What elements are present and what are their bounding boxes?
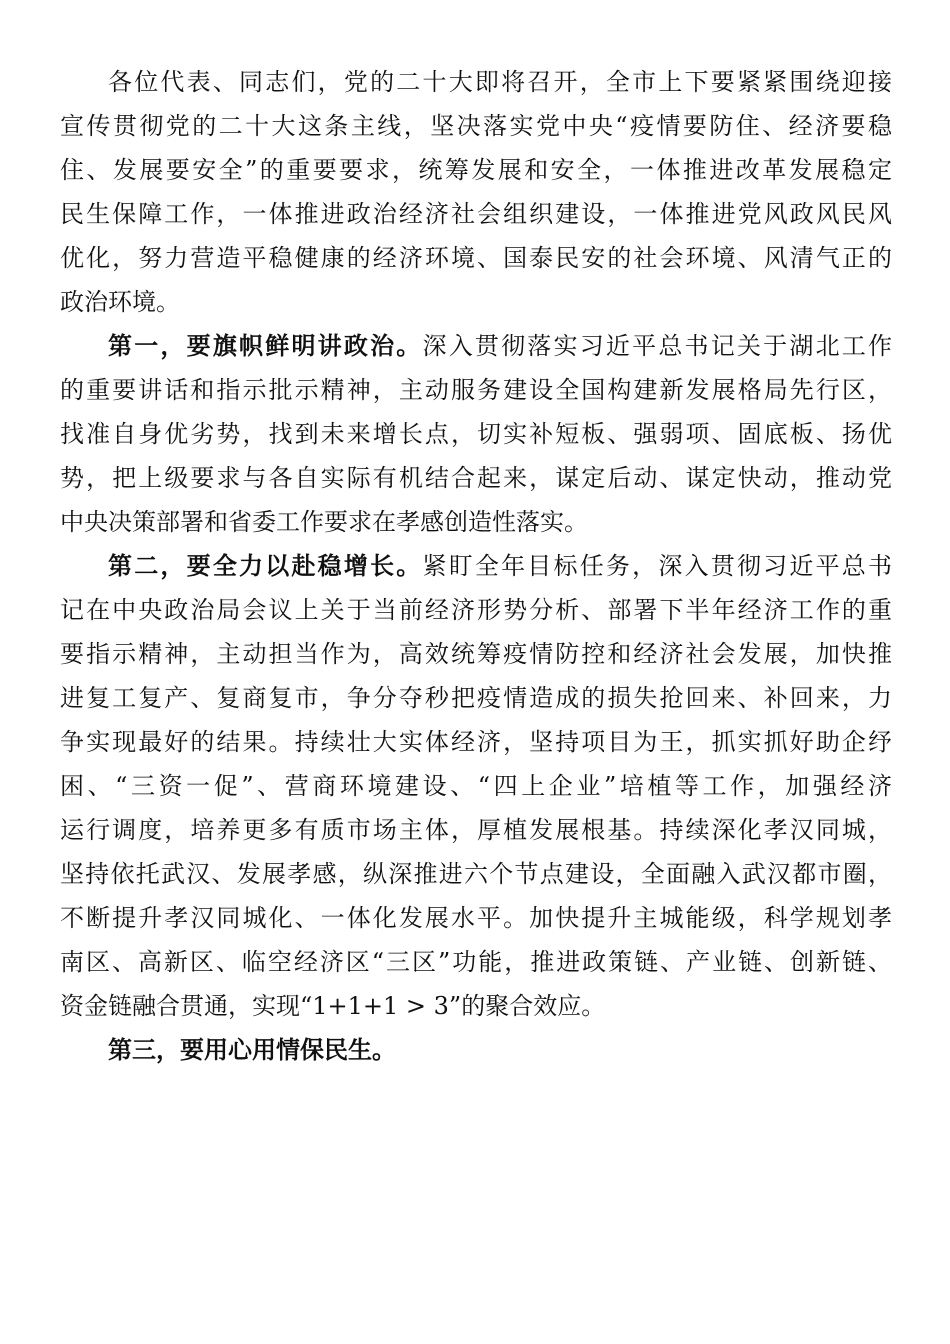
- section3-heading: 第三，要用心用情保民生。: [108, 1035, 396, 1064]
- section2-line: 记在中央政治局会议上关于当前经济形势分析、部署下半年经济工作的重: [60, 596, 892, 624]
- intro-line: 优化，努力营造平稳健康的经济环境、国泰民安的社会环境、风清气正的: [60, 244, 892, 272]
- intro-line: 民生保障工作，一体推进政治经济社会组织建设，一体推进党风政风民风: [60, 200, 892, 228]
- section1-heading: 第一，要旗帜鲜明讲政治。: [108, 331, 423, 360]
- section2-text: 紧盯全年目标任务，深入贯彻习近平总书: [422, 552, 892, 580]
- intro-line: 宣传贯彻党的二十大这条主线，坚决落实党中央“疫情要防住、经济要稳: [60, 112, 892, 140]
- section2-line: 不断提升孝汉同城化、一体化发展水平。加快提升主城能级，科学规划孝: [60, 904, 892, 932]
- section2-line: 南区、高新区、临空经济区“三区”功能，推进政策链、产业链、创新链、: [60, 948, 892, 976]
- section2-line: 进复工复产、复商复市，争分夺秒把疫情造成的损失抢回来、补回来，力: [60, 684, 892, 712]
- section2-line: 坚持依托武汉、发展孝感，纵深推进六个节点建设，全面融入武汉都市圈，: [60, 860, 892, 888]
- intro-line: 各位代表、同志们，党的二十大即将召开，全市上下要紧紧围绕迎接: [108, 68, 892, 96]
- section1-text: 深入贯彻落实习近平总书记关于湖北工作: [422, 332, 892, 360]
- intro-line: 住、发展要安全”的重要要求，统筹发展和安全，一体推进改革发展稳定: [60, 156, 892, 184]
- document-page: [60, 60, 892, 1072]
- intro-line: 政治环境。: [60, 288, 180, 316]
- section1-first-line: [60, 324, 892, 368]
- section2-line: 困、“三资一促”、营商环境建设、“四上企业”培植等工作，加强经济: [60, 772, 892, 800]
- section1-line: 的重要讲话和指示批示精神，主动服务建设全国构建新发展格局先行区，: [60, 376, 892, 404]
- section2-line: 争实现最好的结果。持续壮大实体经济，坚持项目为王，抓实抓好助企纾: [60, 728, 892, 756]
- section3-first-line: [60, 1028, 892, 1072]
- section1-line: 势，把上级要求与各自实际有机结合起来，谋定后动、谋定快动，推动党: [60, 464, 892, 492]
- section1-line: 中央决策部署和省委工作要求在孝感创造性落实。: [60, 508, 588, 536]
- section2-line: 资金链融合贯通，实现“1+1+1 > 3”的聚合效应。: [60, 992, 606, 1020]
- section2-line: 要指示精神，主动担当作为，高效统筹疫情防控和经济社会发展，加快推: [60, 640, 892, 668]
- section2-heading: 第二，要全力以赴稳增长。: [108, 551, 423, 580]
- section2-first-line: [60, 544, 892, 588]
- section2-line: 运行调度，培养更多有质市场主体，厚植发展根基。持续深化孝汉同城，: [60, 816, 892, 844]
- section1-line: 找准自身优劣势，找到未来增长点，切实补短板、强弱项、固底板、扬优: [60, 420, 892, 448]
